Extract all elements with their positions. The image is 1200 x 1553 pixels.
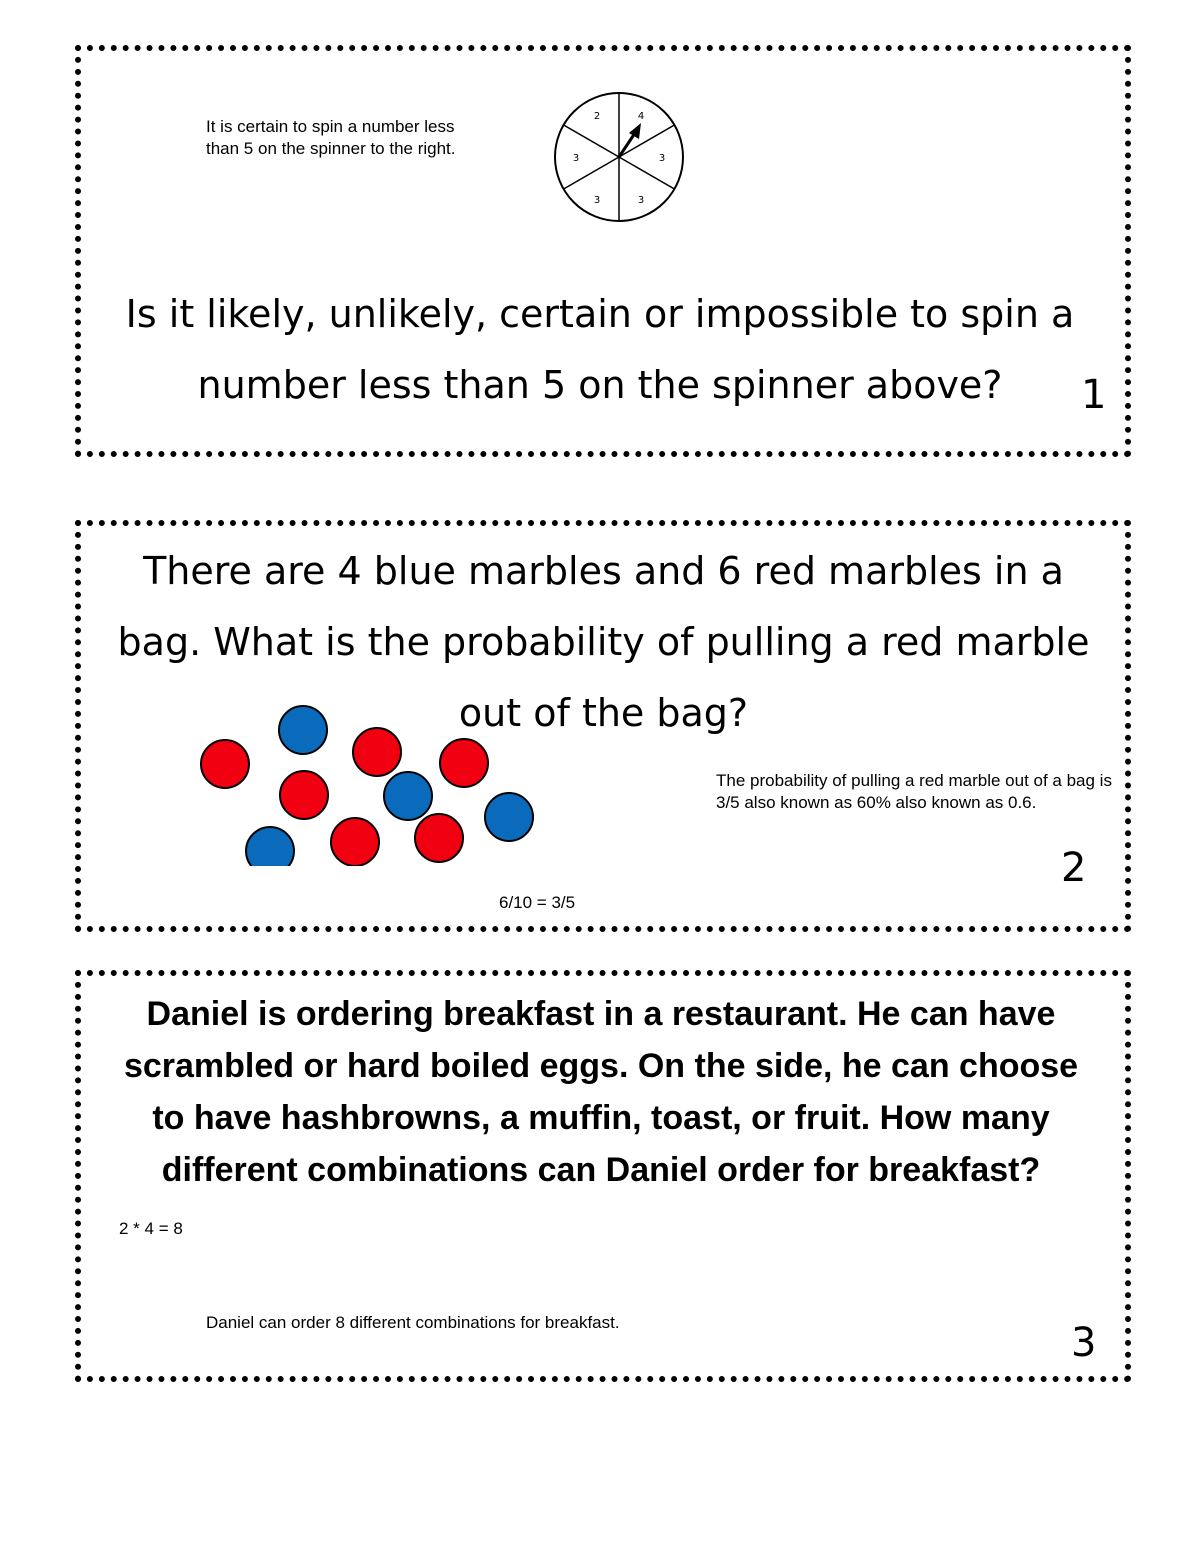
marbles-illustration <box>191 696 551 866</box>
red-marble <box>353 728 401 776</box>
spinner-label: 2 <box>593 111 601 122</box>
blue-marble <box>485 793 533 841</box>
blue-marble <box>279 706 327 754</box>
card2-number: 2 <box>1061 845 1087 891</box>
card2-answer: The probability of pulling a red marble out of a bag is 3/5 also known as 60% also known as 0.6. <box>716 771 1112 812</box>
task-card-3 <box>75 970 1131 1382</box>
card1-answer-note: It is certain to spin a number less than 5 on the spinner to the right. <box>206 117 456 158</box>
spinner-label: 3 <box>637 195 645 206</box>
card2-question: There are 4 blue marbles and 6 red marbles in a bag. What is the probability of pulling a red marble out of the bag? <box>117 549 1090 735</box>
card3-number: 3 <box>1071 1320 1097 1366</box>
card3-answer: Daniel can order 8 different combinations for breakfast. <box>206 1313 620 1332</box>
spinner-label: 3 <box>572 153 580 164</box>
red-marble <box>415 814 463 862</box>
card1-number: 1 <box>1081 372 1107 418</box>
task-card-1 <box>75 45 1131 457</box>
card3-question: Daniel is ordering breakfast in a restaurant. He can have scrambled or hard boiled eggs. On the side, he can choose to have hashbrowns, a muffin, toast, or fruit. How many different combinations can Daniel order for breakfast? <box>123 995 1079 1189</box>
card3-work: 2 * 4 = 8 <box>119 1219 183 1238</box>
blue-marble <box>384 772 432 820</box>
red-marble <box>440 739 488 787</box>
spinner-label: 4 <box>637 111 645 122</box>
task-card-2 <box>75 520 1131 932</box>
red-marble <box>280 771 328 819</box>
blue-marble <box>246 827 294 866</box>
red-marble <box>331 818 379 866</box>
card1-question: Is it likely, unlikely, certain or impossible to spin a number less than 5 on the spinner above? <box>125 292 1075 407</box>
spinner-label: 3 <box>658 153 666 164</box>
card2-work: 6/10 = 3/5 <box>499 893 576 912</box>
spinner-diagram <box>549 87 689 227</box>
red-marble <box>201 740 249 788</box>
spinner-label: 3 <box>593 195 601 206</box>
